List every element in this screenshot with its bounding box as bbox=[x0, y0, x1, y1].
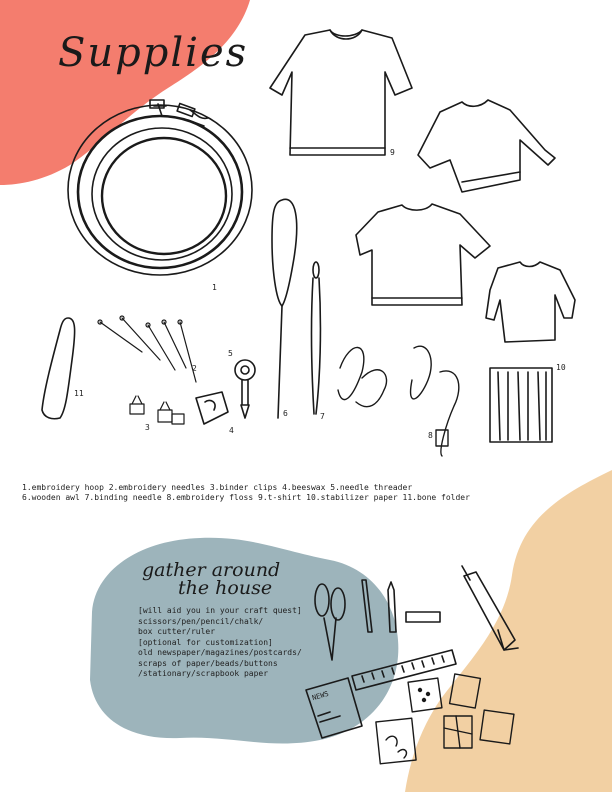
newspaper-icon bbox=[306, 678, 362, 738]
item-number-2: 2 bbox=[192, 364, 197, 373]
gather-line: box cutter/ruler bbox=[138, 627, 216, 636]
pencil-icon bbox=[388, 582, 396, 632]
gather-line: [will aid you in your craft quest] bbox=[138, 606, 302, 615]
gather-line: /stationary/scrapbook paper bbox=[138, 669, 269, 678]
gather-line: old newspaper/magazines/postcards/ bbox=[138, 648, 302, 657]
item-number-9: 9 bbox=[390, 148, 395, 157]
needles-icon bbox=[98, 316, 196, 382]
gather-line: scissors/pen/pencil/chalk/ bbox=[138, 616, 264, 626]
embroidery-hoop-icon bbox=[68, 100, 252, 275]
item-number-11: 11 bbox=[74, 389, 84, 398]
gather-title-line2: the house bbox=[178, 577, 273, 599]
legend-line: 6.wooden awl 7.binding needle 8.embroidery floss 9.t-shirt 10.stabilizer paper 11.bone folder bbox=[22, 493, 470, 502]
tshirt-icon bbox=[270, 30, 575, 342]
gather-line: scraps of paper/beads/buttons bbox=[138, 658, 278, 668]
pen-icon bbox=[362, 580, 372, 632]
binding-needle-icon bbox=[311, 262, 320, 414]
paper-scraps-icon bbox=[376, 674, 514, 764]
binder-clips-icon bbox=[130, 396, 184, 424]
scissors-icon bbox=[315, 584, 345, 660]
beeswax-icon bbox=[196, 392, 228, 424]
gather-line: [optional for customization] bbox=[138, 637, 273, 647]
item-number-6: 6 bbox=[283, 409, 288, 418]
item-number-10: 10 bbox=[556, 363, 566, 372]
chalk-icon bbox=[406, 612, 440, 622]
page-title: Supplies bbox=[58, 30, 249, 76]
item-number-4: 4 bbox=[229, 426, 234, 435]
item-number-8: 8 bbox=[428, 431, 433, 440]
bone-folder-icon bbox=[42, 318, 75, 419]
ruler-icon bbox=[352, 650, 456, 690]
box-cutter-icon bbox=[462, 566, 518, 650]
item-number-7: 7 bbox=[320, 412, 325, 421]
stabilizer-paper-icon bbox=[490, 368, 552, 442]
newspaper-label: NEWS bbox=[311, 689, 330, 703]
legend-line: 1.embroidery hoop 2.embroidery needles 3.binder clips 4.beeswax 5.needle threader bbox=[22, 483, 413, 492]
item-number-1: 1 bbox=[212, 283, 217, 292]
supplies-legend bbox=[22, 483, 470, 503]
floss-icon bbox=[338, 346, 459, 456]
gather-title-line1: gather around bbox=[142, 559, 281, 581]
item-number-3: 3 bbox=[145, 423, 150, 432]
gather-list bbox=[138, 606, 302, 680]
needle-threader-icon bbox=[235, 360, 255, 418]
wooden-awl-icon bbox=[272, 199, 297, 418]
item-number-5: 5 bbox=[228, 349, 233, 358]
